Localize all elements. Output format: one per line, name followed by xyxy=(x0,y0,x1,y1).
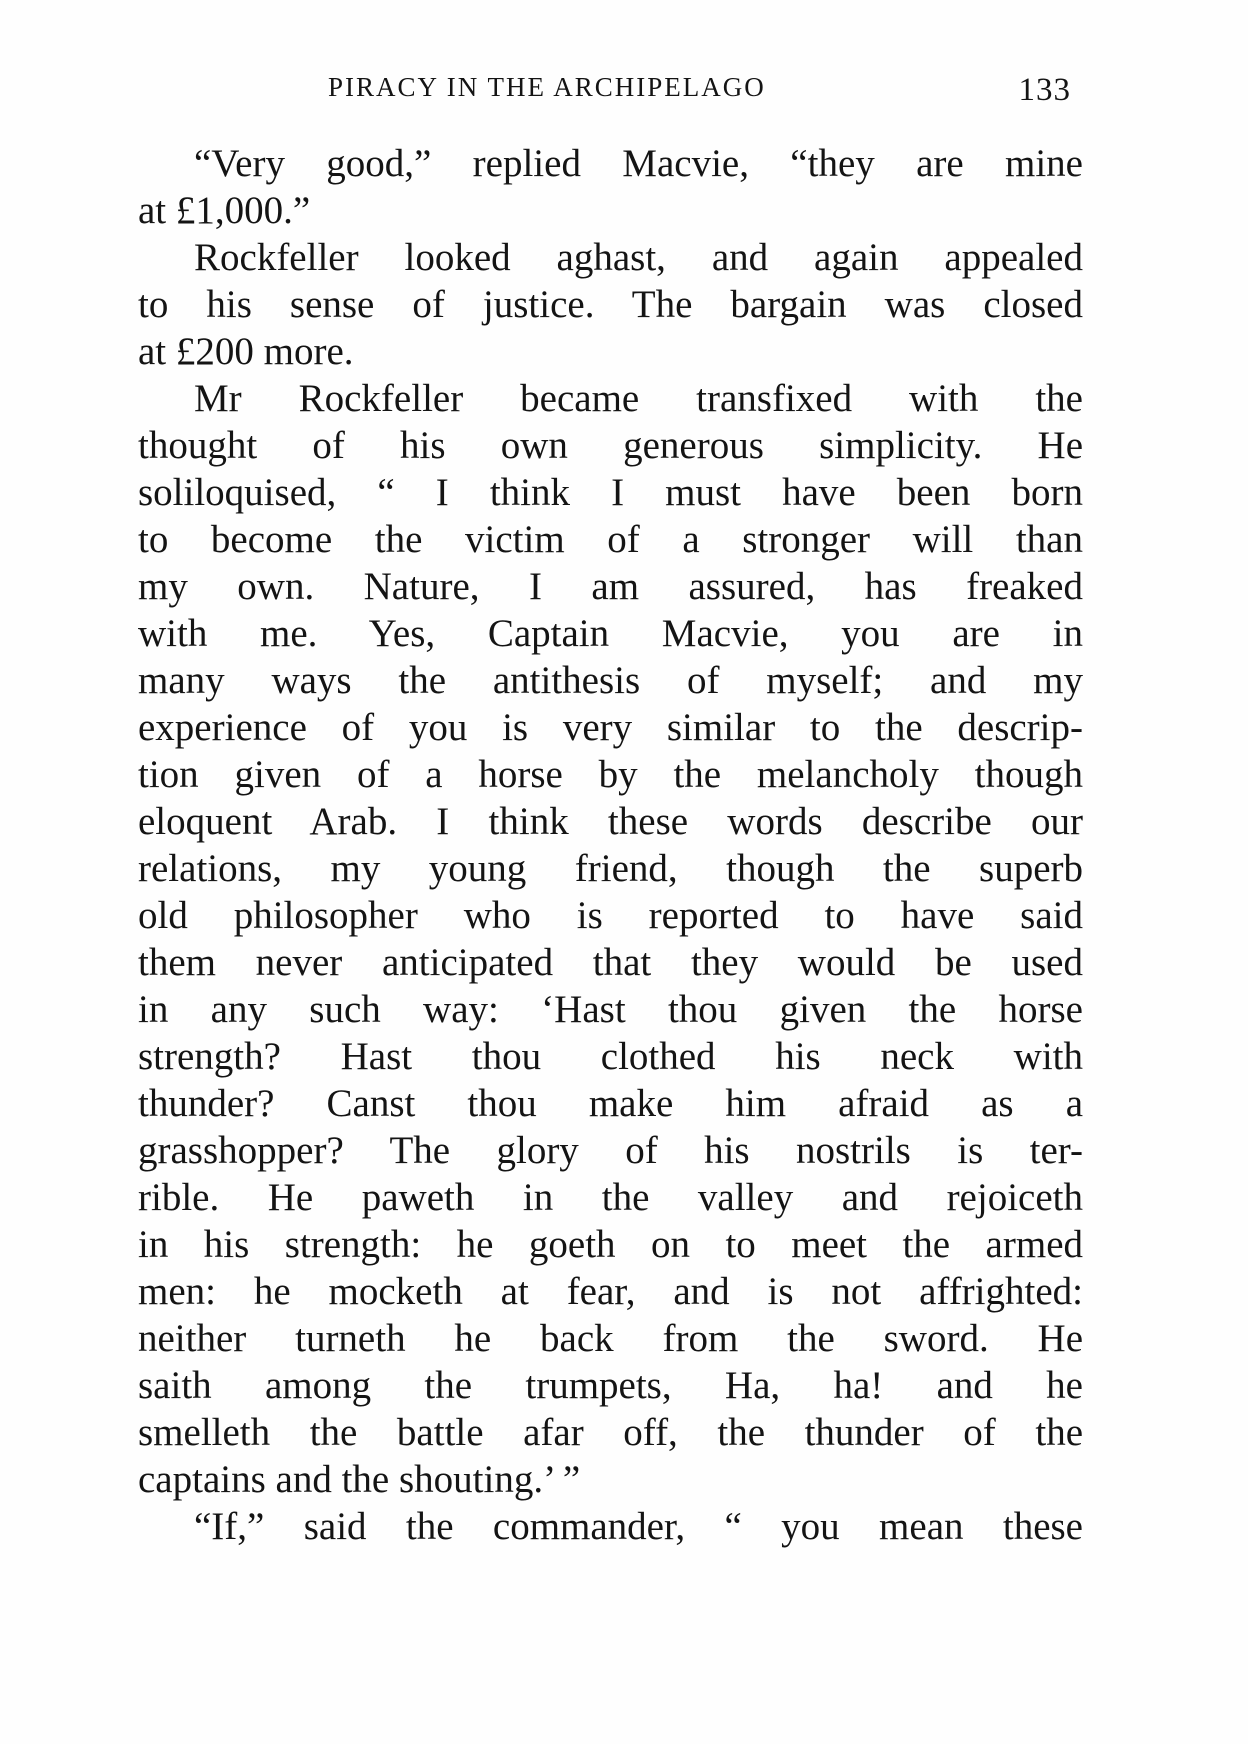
text-line: smelleth the battle afar off, the thunder of the xyxy=(138,1411,1083,1454)
text-line: captains and the shouting.’ ” xyxy=(138,1458,581,1501)
text-line: at £200 more. xyxy=(138,330,354,373)
text-line: rible. He paweth in the valley and rejoiceth xyxy=(138,1176,1083,1219)
page-number: 133 xyxy=(1018,72,1071,108)
text-line: to his sense of justice. The bargain was closed xyxy=(138,283,1083,326)
text-line: relations, my young friend, though the superb xyxy=(138,847,1083,890)
text-line: Mr Rockfeller became transfixed with the xyxy=(194,377,1083,420)
text-line: many ways the antithesis of myself; and my xyxy=(138,659,1083,702)
text-line: thought of his own generous simplicity. He xyxy=(138,424,1083,467)
text-line: to become the victim of a stronger will than xyxy=(138,518,1083,561)
text-line: eloquent Arab. I think these words describe our xyxy=(138,800,1083,843)
text-line: thunder? Canst thou make him afraid as a xyxy=(138,1082,1083,1125)
text-line: Rockfeller looked aghast, and again appealed xyxy=(194,236,1083,279)
text-line: with me. Yes, Captain Macvie, you are in xyxy=(138,612,1083,655)
text-line: tion given of a horse by the melancholy though xyxy=(138,753,1083,796)
text-line: strength? Hast thou clothed his neck with xyxy=(138,1035,1083,1078)
text-line: “If,” said the commander, “ you mean these xyxy=(194,1505,1083,1548)
running-header xyxy=(130,64,1075,114)
text-line: “Very good,” replied Macvie, “they are mine xyxy=(194,142,1083,185)
text-line: saith among the trumpets, Ha, ha! and he xyxy=(138,1364,1083,1407)
text-line: experience of you is very similar to the descrip- xyxy=(138,706,1083,749)
running-title: PIRACY IN THE ARCHIPELAGO xyxy=(328,72,766,102)
body-text xyxy=(138,140,1083,1550)
text-line: in his strength: he goeth on to meet the armed xyxy=(138,1223,1083,1266)
text-line: old philosopher who is reported to have said xyxy=(138,894,1083,937)
text-line: in any such way: ‘Hast thou given the horse xyxy=(138,988,1083,1031)
text-line: them never anticipated that they would be used xyxy=(138,941,1083,984)
text-line: my own. Nature, I am assured, has freaked xyxy=(138,565,1083,608)
text-line: at £1,000.” xyxy=(138,189,311,232)
text-line: soliloquised, “ I think I must have been born xyxy=(138,471,1083,514)
text-line: grasshopper? The glory of his nostrils is ter- xyxy=(138,1129,1083,1172)
text-line: men: he mocketh at fear, and is not affrighted: xyxy=(138,1270,1083,1313)
text-line: neither turneth he back from the sword. He xyxy=(138,1317,1083,1360)
